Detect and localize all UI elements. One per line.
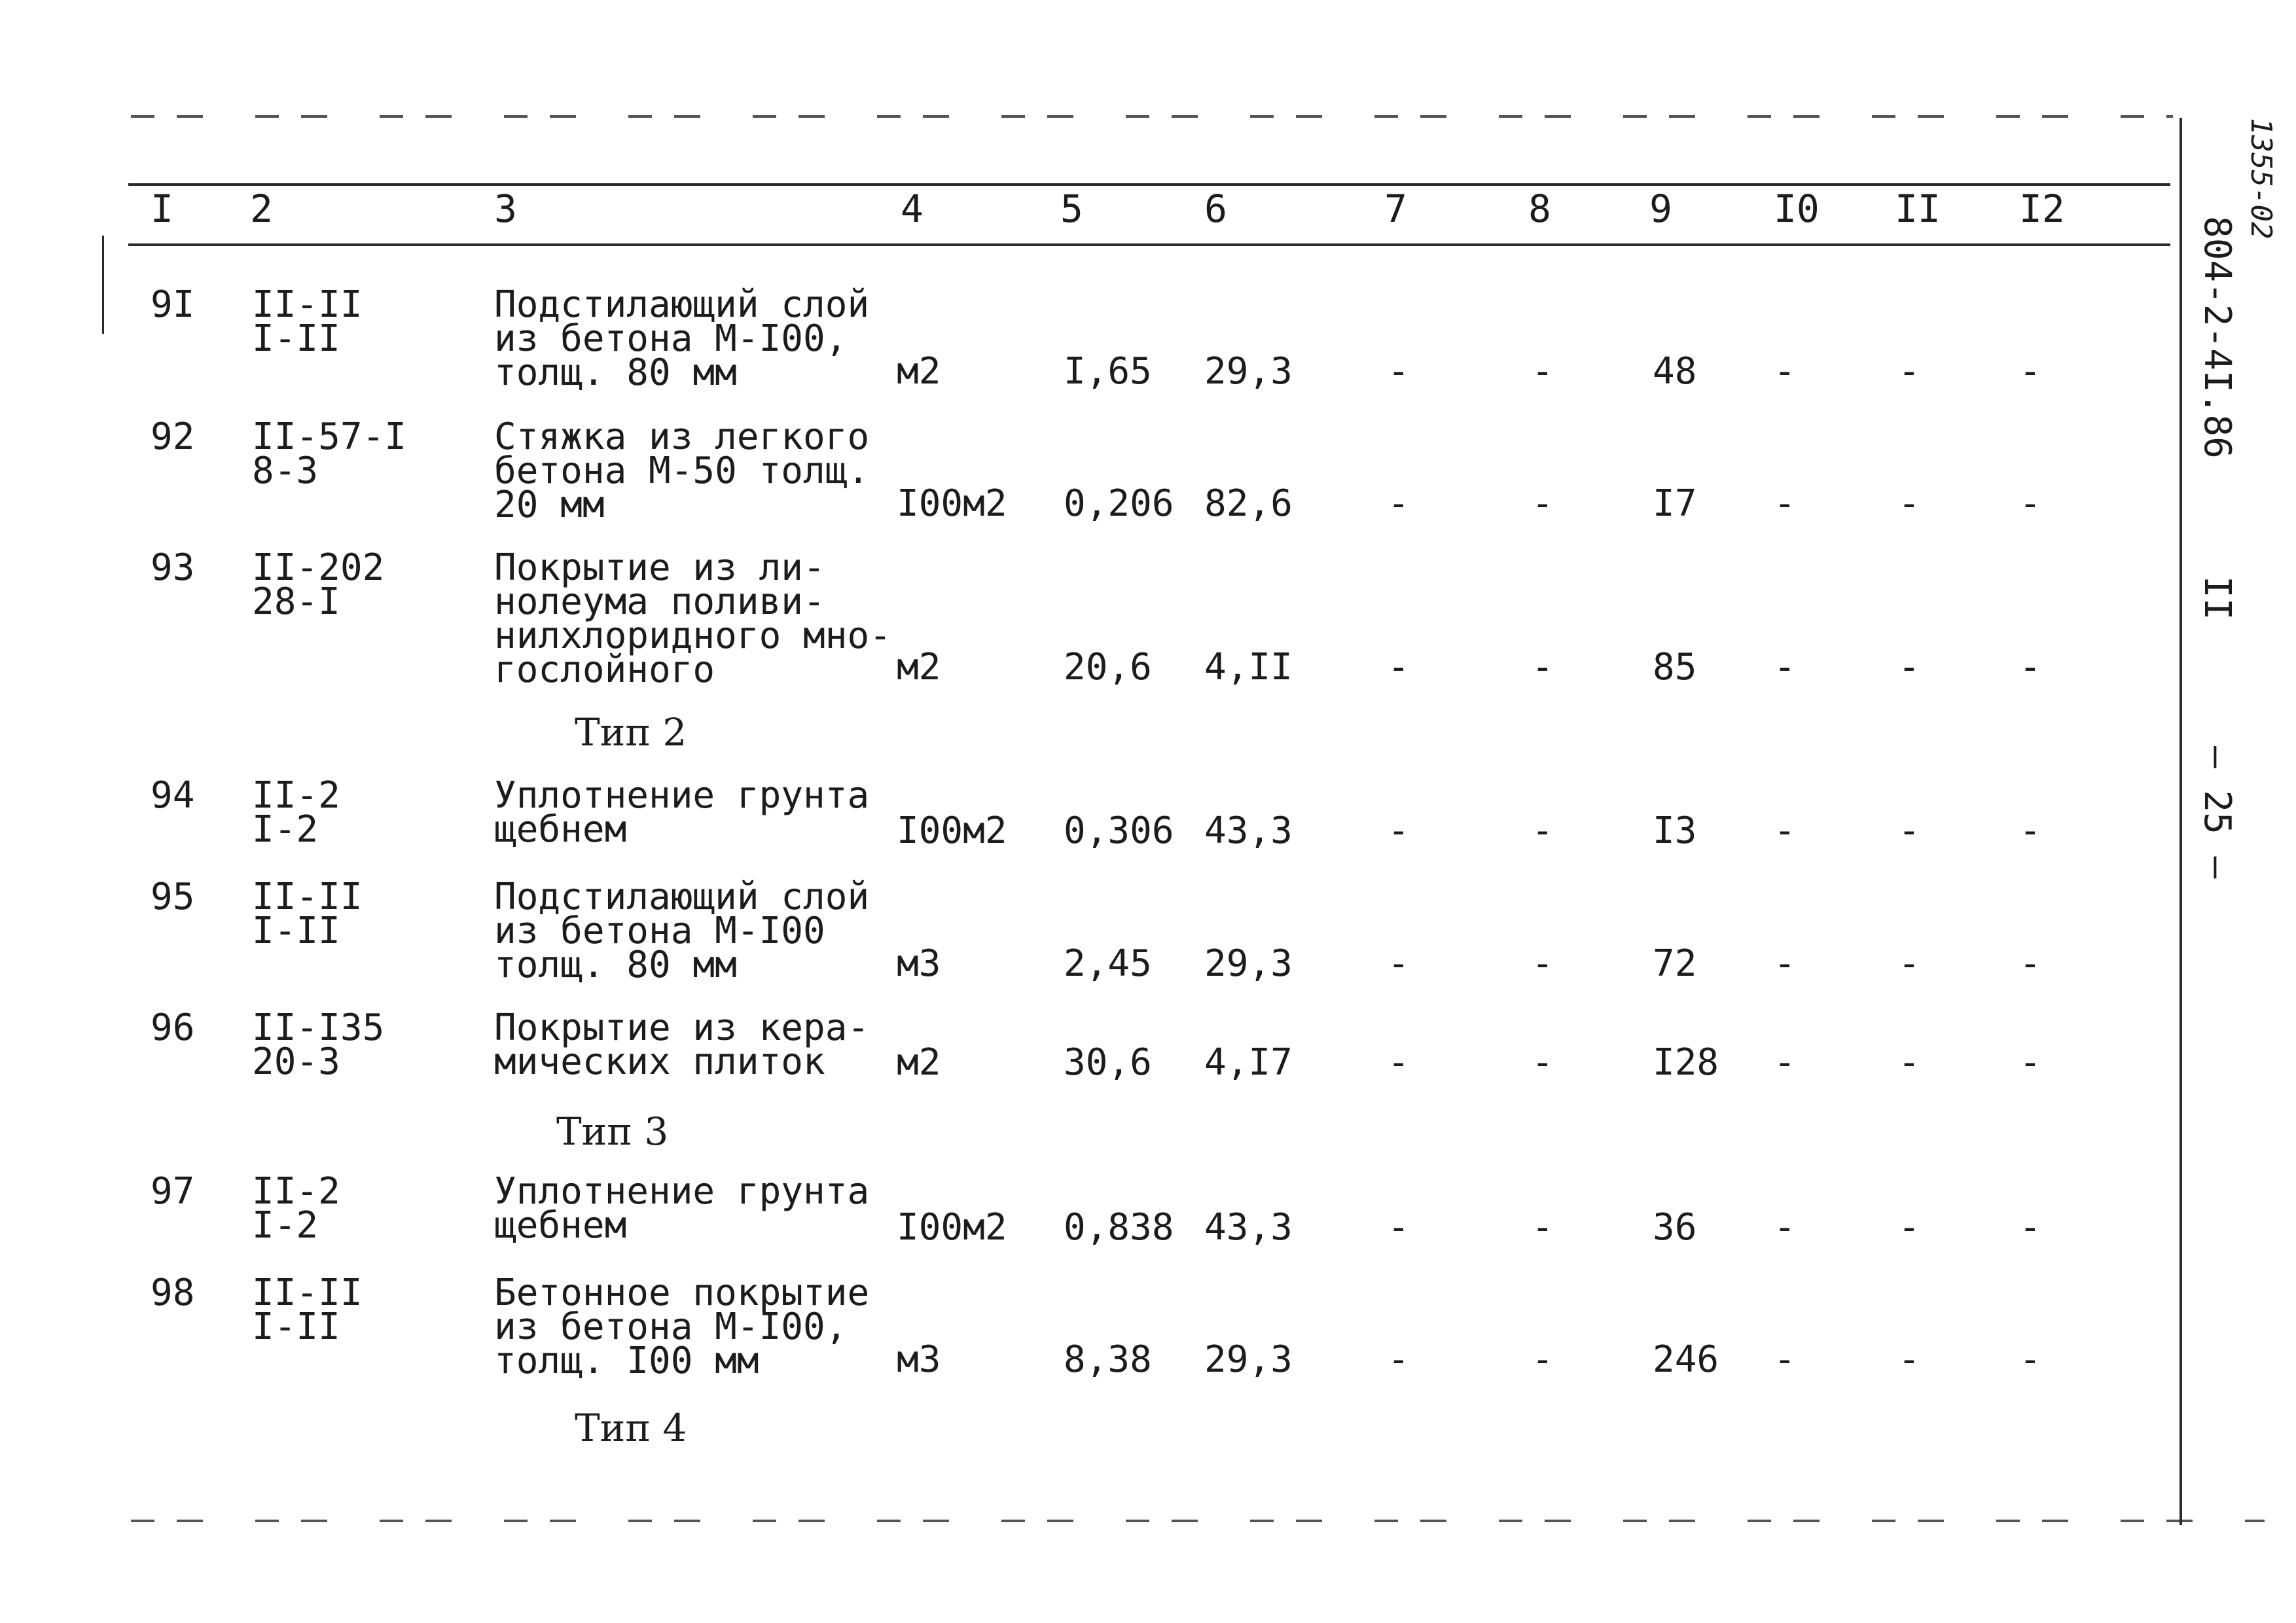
- row-col7: -: [1388, 646, 1410, 688]
- row-description: Подстилающий слой из бетона М-I00, толщ. 80 мм: [494, 283, 870, 394]
- top-dashed-rule: [131, 115, 2173, 118]
- row-price: 29,3: [1204, 942, 1293, 985]
- row-col8: -: [1532, 350, 1554, 393]
- column-header: I0: [1774, 187, 1820, 231]
- row-unit: м2: [897, 1041, 941, 1084]
- row-col9: 72: [1653, 942, 1697, 985]
- row-unit: I00м2: [897, 482, 1007, 525]
- column-header: I2: [2019, 187, 2065, 231]
- row-col8: -: [1532, 1338, 1554, 1381]
- row-price: 43,3: [1204, 810, 1293, 852]
- row-code: II-57-I 8-3: [252, 416, 407, 492]
- row-col12: -: [2019, 482, 2041, 525]
- row-col9: 85: [1653, 646, 1697, 688]
- row-col12: -: [2019, 350, 2041, 393]
- section-number: II: [2196, 576, 2238, 620]
- row-unit: м3: [897, 1338, 941, 1381]
- row-quantity: 20,6: [1064, 646, 1152, 688]
- row-col12: -: [2019, 810, 2041, 852]
- row-description: Уплотнение грунта щебнем: [494, 774, 870, 851]
- row-col7: -: [1388, 810, 1410, 852]
- column-header: 6: [1204, 187, 1227, 231]
- row-number: 93: [151, 546, 195, 589]
- row-code: II-II I-II: [252, 1272, 363, 1348]
- row-col11: -: [1898, 350, 1920, 393]
- row-unit: I00м2: [897, 810, 1007, 852]
- row-number: 97: [151, 1170, 195, 1213]
- row-col7: -: [1388, 1206, 1410, 1249]
- left-border-rule: [102, 236, 104, 334]
- document-code: 804-2-4I.86: [2196, 216, 2238, 459]
- row-col8: -: [1532, 1041, 1554, 1084]
- row-description: Покрытие из кера- мических плиток: [494, 1007, 870, 1083]
- row-col12: -: [2019, 646, 2041, 688]
- row-col10: -: [1774, 646, 1796, 688]
- row-col10: -: [1774, 1206, 1796, 1249]
- row-unit: I00м2: [897, 1206, 1007, 1249]
- row-quantity: 2,45: [1064, 942, 1152, 985]
- row-col9: I7: [1653, 482, 1697, 525]
- row-price: 4,I7: [1204, 1041, 1293, 1084]
- row-quantity: 0,206: [1064, 482, 1174, 525]
- row-col8: -: [1532, 646, 1554, 688]
- row-col11: -: [1898, 942, 1920, 985]
- row-col9: 246: [1653, 1338, 1719, 1381]
- row-unit: м3: [897, 942, 941, 985]
- row-col12: -: [2019, 1338, 2041, 1381]
- row-col10: -: [1774, 942, 1796, 985]
- row-number: 98: [151, 1272, 195, 1314]
- row-col8: -: [1532, 482, 1554, 525]
- row-col8: -: [1532, 810, 1554, 852]
- row-code: II-202 28-I: [252, 546, 385, 623]
- row-col10: -: [1774, 1041, 1796, 1084]
- type-label: Тип 2: [575, 710, 687, 755]
- row-description: Уплотнение грунта щебнем: [494, 1170, 870, 1247]
- column-header: II: [1895, 187, 1941, 231]
- column-header: 7: [1384, 187, 1407, 231]
- row-quantity: 0,306: [1064, 810, 1174, 852]
- row-col10: -: [1774, 482, 1796, 525]
- row-col7: -: [1388, 942, 1410, 985]
- row-col11: -: [1898, 1338, 1920, 1381]
- row-number: 9I: [151, 283, 195, 326]
- row-description: Стяжка из легкого бетона М-50 толщ. 20 мм: [494, 416, 870, 526]
- row-col8: -: [1532, 942, 1554, 985]
- column-header: 3: [494, 187, 517, 231]
- column-header: 4: [901, 187, 924, 231]
- type-label: Тип 4: [575, 1406, 687, 1450]
- header-top-rule: [128, 183, 2170, 186]
- header-bottom-rule: [128, 243, 2170, 246]
- row-number: 95: [151, 876, 195, 918]
- row-number: 94: [151, 774, 195, 817]
- row-col9: I3: [1653, 810, 1697, 852]
- row-col11: -: [1898, 482, 1920, 525]
- row-price: 4,II: [1204, 646, 1293, 688]
- right-border-rule: [2179, 118, 2182, 1525]
- row-col9: 36: [1653, 1206, 1697, 1249]
- row-col7: -: [1388, 1041, 1410, 1084]
- row-description: Бетонное покрытие из бетона М-I00, толщ. I00 мм: [494, 1272, 870, 1382]
- row-col7: -: [1388, 350, 1410, 393]
- stamp-number: 1355-02: [2244, 118, 2278, 240]
- row-description: Покрытие из ли- нолеума поливи- нилхлоридного мно- гослойного: [494, 546, 891, 691]
- row-col7: -: [1388, 1338, 1410, 1381]
- column-header: I: [151, 187, 173, 231]
- row-col12: -: [2019, 942, 2041, 985]
- row-quantity: 30,6: [1064, 1041, 1152, 1084]
- row-number: 92: [151, 416, 195, 458]
- row-col10: -: [1774, 1338, 1796, 1381]
- row-col10: -: [1774, 810, 1796, 852]
- row-col11: -: [1898, 1041, 1920, 1084]
- row-col11: -: [1898, 1206, 1920, 1249]
- row-col9: 48: [1653, 350, 1697, 393]
- row-col8: -: [1532, 1206, 1554, 1249]
- page-number: — 25 —: [2196, 746, 2238, 879]
- row-code: II-II I-II: [252, 876, 363, 952]
- row-number: 96: [151, 1007, 195, 1049]
- row-col11: -: [1898, 646, 1920, 688]
- row-col12: -: [2019, 1041, 2041, 1084]
- row-code: II-2 I-2: [252, 774, 340, 851]
- row-code: II-I35 20-3: [252, 1007, 385, 1083]
- row-col10: -: [1774, 350, 1796, 393]
- row-col12: -: [2019, 1206, 2041, 1249]
- row-price: 43,3: [1204, 1206, 1293, 1249]
- row-code: II-2 I-2: [252, 1170, 340, 1247]
- column-header: 9: [1649, 187, 1672, 231]
- row-price: 82,6: [1204, 482, 1293, 525]
- bottom-dashed-rule: [131, 1520, 2265, 1522]
- column-header: 5: [1060, 187, 1083, 231]
- column-header: 8: [1528, 187, 1551, 231]
- row-col9: I28: [1653, 1041, 1719, 1084]
- row-description: Подстилающий слой из бетона М-I00 толщ. 80 мм: [494, 876, 870, 986]
- row-col11: -: [1898, 810, 1920, 852]
- row-unit: м2: [897, 350, 941, 393]
- row-price: 29,3: [1204, 350, 1293, 393]
- column-header: 2: [250, 187, 273, 231]
- row-price: 29,3: [1204, 1338, 1293, 1381]
- row-unit: м2: [897, 646, 941, 688]
- row-code: II-II I-II: [252, 283, 363, 360]
- row-quantity: I,65: [1064, 350, 1152, 393]
- type-label: Тип 3: [556, 1109, 669, 1154]
- row-col7: -: [1388, 482, 1410, 525]
- row-quantity: 0,838: [1064, 1206, 1174, 1249]
- row-quantity: 8,38: [1064, 1338, 1152, 1381]
